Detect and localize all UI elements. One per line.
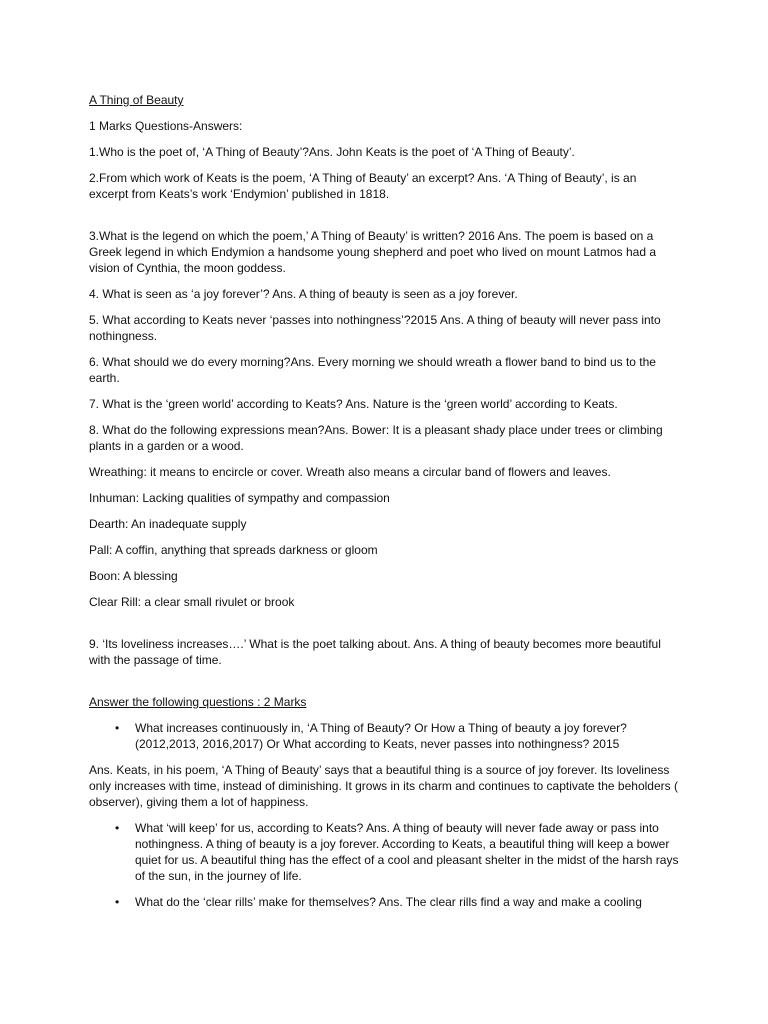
section-heading-2-marks: Answer the following questions : 2 Marks — [89, 695, 307, 709]
question-5: 5. What according to Keats never ‘passes into nothingness’?2015 Ans. A thing of beauty will never pass into nothingness. — [89, 313, 661, 343]
question-3: 3.What is the legend on which the poem,’ A Thing of Beauty’ is written? 2016 Ans. The poem is based on a Greek legend in which Endymion a handsome young shepherd and poet who lived on mount Latmos had a vision of Cynthia, the moon goddess. — [89, 229, 657, 275]
definition-clear-rill: Clear Rill: a clear small rivulet or brook — [89, 595, 295, 609]
list-item — [115, 720, 679, 752]
question-7: 7. What is the ‘green world’ according to Keats? Ans. Nature is the ‘green world’ according to Keats. — [89, 397, 618, 411]
blank-line — [89, 212, 679, 228]
bullet-icon: • — [115, 821, 120, 835]
question-9: 9. ‘Its loveliness increases….’ What is the poet talking about. Ans. A thing of beauty becomes more beautiful with the passage of time. — [89, 637, 661, 667]
question-4: 4. What is seen as ‘a joy forever’? Ans. A thing of beauty is seen as a joy forever. — [89, 287, 518, 301]
document-body — [89, 92, 679, 920]
document-title: A Thing of Beauty — [89, 93, 184, 107]
definition-wreathing: Wreathing: it means to encircle or cover. Wreath also means a circular band of flowers and leaves. — [89, 465, 611, 479]
section-heading-1-mark: 1 Marks Questions-Answers: — [89, 119, 243, 133]
definition-dearth: Dearth: An inadequate supply — [89, 517, 247, 531]
bullet-list — [89, 820, 679, 910]
definition-pall: Pall: A coffin, anything that spreads darkness or gloom — [89, 543, 378, 557]
question-6: 6. What should we do every morning?Ans. Every morning we should wreath a flower band to bind us to the earth. — [89, 355, 656, 385]
definition-boon: Boon: A blessing — [89, 569, 178, 583]
answer-1: Ans. Keats, in his poem, ‘A Thing of Beauty’ says that a beautiful thing is a source of joy forever. Its loveliness only increases with time, instead of diminishing. It grows in its charm and continues to captivate the beholders ( observer), giving them a lot of happiness. — [89, 763, 678, 809]
question-2: 2.From which work of Keats is the poem, ‘A Thing of Beauty’ an excerpt? Ans. ‘A Thing of Beauty’, is an excerpt from Keats’s work ‘Endymion’ published in 1818. — [89, 171, 637, 201]
question-8: 8. What do the following expressions mean?Ans. Bower: It is a pleasant shady place under trees or climbing plants in a garden or a wood. — [89, 423, 663, 453]
definition-inhuman: Inhuman: Lacking qualities of sympathy and compassion — [89, 491, 390, 505]
bullet-question-3: What do the ‘clear rills’ make for themselves? Ans. The clear rills find a way and make a cooling — [135, 895, 642, 909]
bullet-question-1: What increases continuously in, ‘A Thing of Beauty? Or How a Thing of beauty a joy forever? (2012,2013, 2016,2017) Or What according to Keats, never passes into nothingness? 2015 — [135, 721, 627, 751]
list-item — [115, 820, 679, 884]
bullet-list — [89, 720, 679, 752]
question-1: 1.Who is the poet of, ‘A Thing of Beauty’?Ans. John Keats is the poet of ‘A Thing of Beauty’. — [89, 145, 575, 159]
blank-line — [89, 620, 679, 636]
list-item — [115, 894, 679, 910]
blank-line — [89, 678, 679, 694]
bullet-question-2: What ‘will keep’ for us, according to Keats? Ans. A thing of beauty will never fade away or pass into nothingness. A thing of beauty is a joy forever. According to Keats, a beautiful thing will keep a bower quiet for us. A beautiful thing has the effect of a cool and pleasant shelter in the midst of the harsh rays of the sun, in the journey of life. — [135, 821, 679, 883]
bullet-icon: • — [115, 895, 120, 909]
bullet-icon: • — [115, 721, 120, 735]
